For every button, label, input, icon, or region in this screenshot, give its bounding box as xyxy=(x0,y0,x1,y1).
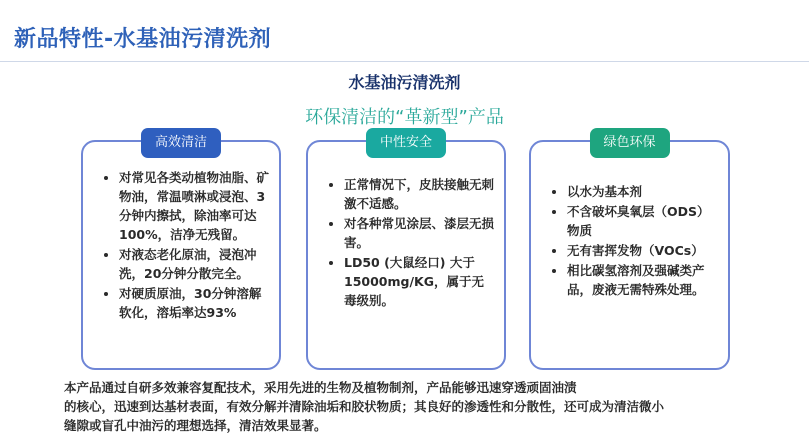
product-description xyxy=(64,378,804,435)
card-header: 高效清洁 xyxy=(141,128,221,158)
feature-card-green-eco xyxy=(529,135,730,370)
list-item: • 对各种常见涂层、漆层无损害。 xyxy=(344,214,494,252)
feature-card-neutral-safe xyxy=(306,135,506,370)
description-line: 缝隙或盲孔中油污的理想选择，清洁效果显著。 xyxy=(64,418,327,433)
list-item: • 正常情况下，皮肤接触无刺激不适感。 xyxy=(344,175,494,213)
feature-list xyxy=(308,175,504,311)
title-bar xyxy=(0,0,809,62)
description-line: 的核心，迅速到达基材表面，有效分解并清除油垢和胶状物质；其良好的渗透性和分散性，还可成为清洁微小 xyxy=(64,399,665,414)
title-divider xyxy=(0,61,809,62)
list-item: • 对硬质原油，30分钟溶解软化，溶垢率达93% xyxy=(119,284,269,322)
list-item: • LD50 (大鼠经口) 大于15000mg/KG，属于无毒级别。 xyxy=(344,253,494,310)
list-item: • 无有害挥发物（VOCs） xyxy=(567,241,718,260)
list-item: • 以水为基本剂 xyxy=(567,182,718,201)
product-name: 水基油污清洗剂 xyxy=(348,73,461,92)
card-header: 中性安全 xyxy=(366,128,446,158)
list-item: • 对常见各类动植物油脂、矿物油，常温喷淋或浸泡、3分钟内擦拭，除油率可达100%，洁净无残留。 xyxy=(119,168,269,244)
list-item: • 相比碳氢溶剂及强碱类产品，废液无需特殊处理。 xyxy=(567,261,718,299)
product-tagline: 环保清洁的“革新型”产品 xyxy=(305,107,504,128)
card-header: 绿色环保 xyxy=(589,128,669,158)
list-item: • 不含破坏臭氧层（ODS）物质 xyxy=(567,202,718,240)
feature-list xyxy=(531,182,728,300)
description-line: 本产品通过自研多效兼容复配技术，采用先进的生物及植物制剂，产品能够迅速穿透顽固油渍 xyxy=(64,380,577,395)
feature-card-efficient-cleaning xyxy=(81,135,281,370)
page-title: 新品特性-水基油污清洗剂 xyxy=(14,27,272,52)
feature-list xyxy=(83,168,279,323)
list-item: • 对液态老化原油，浸泡冲洗，20分钟分散完全。 xyxy=(119,245,269,283)
